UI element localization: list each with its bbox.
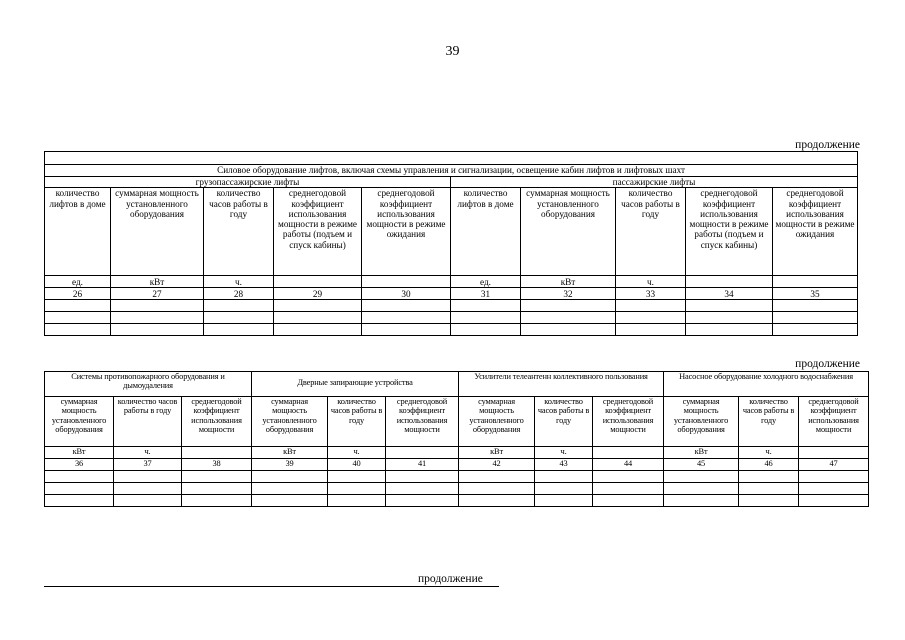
- column-number: 27: [111, 288, 204, 300]
- unit-cell: кВт: [664, 447, 739, 459]
- column-header: количество часов работы в году: [328, 397, 386, 447]
- group-header-row: [45, 372, 869, 397]
- column-header: суммарная мощность установленного оборудования: [521, 188, 616, 276]
- column-header: суммарная мощность установленного оборудования: [111, 188, 204, 276]
- page-number: 39: [445, 44, 460, 59]
- table-row: [45, 471, 869, 483]
- table-empty-row: [45, 152, 858, 165]
- column-header: количество часов работы в году: [616, 188, 686, 276]
- column-number-row: [45, 459, 869, 471]
- column-number: 36: [45, 459, 114, 471]
- group-header: грузопассажирские лифты: [45, 177, 451, 188]
- table-title-row: [45, 165, 858, 177]
- column-number: 46: [739, 459, 799, 471]
- unit-cell: [182, 447, 252, 459]
- continuation-label-3: продолжение: [418, 573, 483, 585]
- column-header: количество часов работы в году: [739, 397, 799, 447]
- unit-cell: ч.: [739, 447, 799, 459]
- column-number: 43: [535, 459, 593, 471]
- column-header: среднегодовой коэффициент использования мощности: [386, 397, 459, 447]
- column-number: 38: [182, 459, 252, 471]
- continuation-label-2: продолжение: [795, 358, 860, 370]
- unit-cell: ч.: [616, 276, 686, 288]
- column-number: 28: [204, 288, 274, 300]
- unit-cell: [773, 276, 858, 288]
- column-header-row: [45, 397, 869, 447]
- unit-cell: кВт: [459, 447, 535, 459]
- column-number: 41: [386, 459, 459, 471]
- column-header: среднегодовой коэффициент использования мощности: [799, 397, 869, 447]
- bottom-rule: [44, 586, 499, 587]
- column-header: количество часов работы в году: [114, 397, 182, 447]
- table-elevator-equipment: [44, 151, 858, 336]
- column-header: количество лифтов в доме: [45, 188, 111, 276]
- column-header: количество лифтов в доме: [451, 188, 521, 276]
- group-header: Насосное оборудование холодного водоснабжения: [664, 372, 869, 397]
- column-number: 34: [686, 288, 773, 300]
- table-title: Силовое оборудование лифтов, включая схемы управления и сигнализации, освещение кабин лифтов и лифтовых шахт: [45, 165, 858, 177]
- column-header: количество часов работы в году: [535, 397, 593, 447]
- column-header: среднегодовой коэффициент использования мощности в режиме ожидания: [362, 188, 451, 276]
- table-row: [45, 324, 858, 336]
- column-header: суммарная мощность установленного оборудования: [45, 397, 114, 447]
- table-row: [45, 483, 869, 495]
- units-row: [45, 276, 858, 288]
- group-header: Усилители телеантенн коллективного пользования: [459, 372, 664, 397]
- unit-cell: кВт: [252, 447, 328, 459]
- column-number: 40: [328, 459, 386, 471]
- unit-cell: [686, 276, 773, 288]
- unit-cell: ч.: [114, 447, 182, 459]
- unit-cell: [593, 447, 664, 459]
- column-number: 33: [616, 288, 686, 300]
- group-header-row: [45, 177, 858, 188]
- unit-cell: ед.: [451, 276, 521, 288]
- unit-cell: кВт: [521, 276, 616, 288]
- group-header: Системы противопожарного оборудования и дымоудаления: [45, 372, 252, 397]
- group-header: Дверные запирающие устройства: [252, 372, 459, 397]
- column-number: 39: [252, 459, 328, 471]
- column-header: количество часов работы в году: [204, 188, 274, 276]
- column-number: 31: [451, 288, 521, 300]
- table-row: [45, 300, 858, 312]
- unit-cell: ч.: [204, 276, 274, 288]
- column-number: 47: [799, 459, 869, 471]
- column-header: среднегодовой коэффициент использования мощности в режиме работы (подъем и спуск кабины): [686, 188, 773, 276]
- column-number-row: [45, 288, 858, 300]
- column-header: суммарная мощность установленного оборудования: [664, 397, 739, 447]
- column-header: среднегодовой коэффициент использования мощности в режиме ожидания: [773, 188, 858, 276]
- column-header: суммарная мощность установленного оборудования: [459, 397, 535, 447]
- column-number: 42: [459, 459, 535, 471]
- units-row: [45, 447, 869, 459]
- column-number: 37: [114, 459, 182, 471]
- column-header: среднегодовой коэффициент использования мощности: [182, 397, 252, 447]
- column-number: 35: [773, 288, 858, 300]
- column-number: 45: [664, 459, 739, 471]
- unit-cell: кВт: [45, 447, 114, 459]
- column-number: 32: [521, 288, 616, 300]
- unit-cell: ед.: [45, 276, 111, 288]
- table-row: [45, 495, 869, 507]
- unit-cell: [799, 447, 869, 459]
- column-header: среднегодовой коэффициент использования мощности в режиме работы (подъем и спуск кабины): [274, 188, 362, 276]
- unit-cell: ч.: [535, 447, 593, 459]
- column-header: среднегодовой коэффициент использования мощности: [593, 397, 664, 447]
- table-row: [45, 312, 858, 324]
- column-number: 26: [45, 288, 111, 300]
- table-building-systems: [44, 371, 869, 507]
- unit-cell: [386, 447, 459, 459]
- unit-cell: кВт: [111, 276, 204, 288]
- column-number: 30: [362, 288, 451, 300]
- column-number: 44: [593, 459, 664, 471]
- column-header: суммарная мощность установленного оборудования: [252, 397, 328, 447]
- group-header: пассажирские лифты: [451, 177, 858, 188]
- unit-cell: ч.: [328, 447, 386, 459]
- column-number: 29: [274, 288, 362, 300]
- column-header-row: [45, 188, 858, 276]
- unit-cell: [362, 276, 451, 288]
- unit-cell: [274, 276, 362, 288]
- continuation-label-1: продолжение: [795, 139, 860, 151]
